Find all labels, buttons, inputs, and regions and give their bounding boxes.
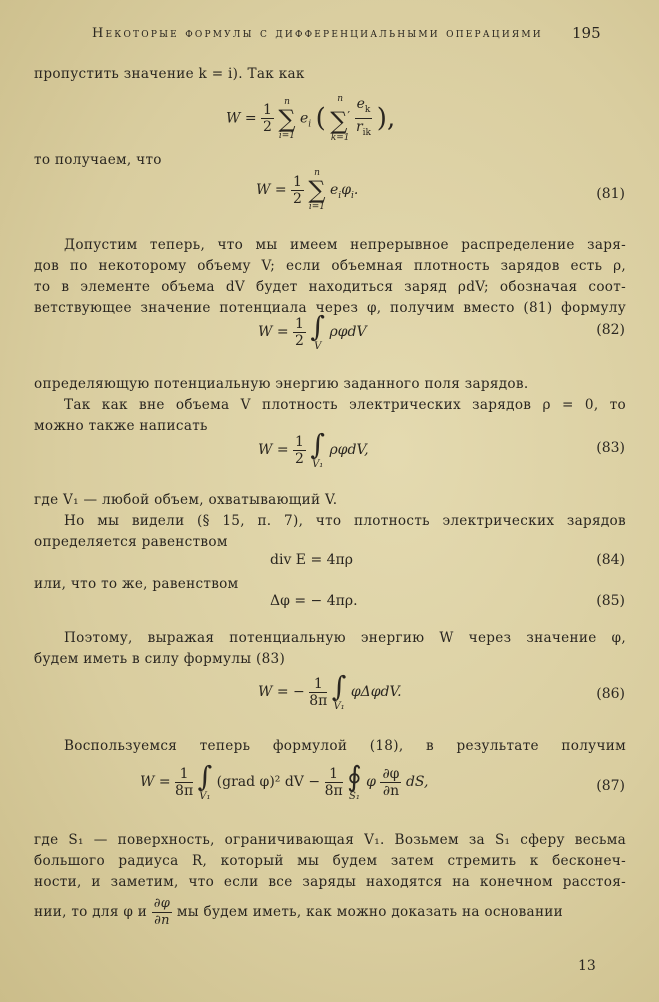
signature-mark: 13	[578, 958, 596, 974]
inline-fraction: $\frac{\partial\varphi}{\partial n}$	[153, 896, 171, 928]
eq-tail: ),	[376, 103, 396, 134]
text-line: то получаем, что	[34, 152, 162, 168]
sum-operator: n ∑ i=1	[278, 96, 296, 141]
sum-operator: n ∑ i=1	[308, 168, 326, 212]
equation-number-86: (86)	[596, 686, 625, 702]
equation-82: W = $\frac{1}{2}$ ∫ V ρφdV	[258, 310, 367, 352]
paragraph-1	[34, 64, 626, 85]
text-line: Так как вне объема V плотность электрических зарядов ρ = 0, то	[64, 397, 626, 413]
text-line: определяющую потенциальную энергию заданного поля зарядов.	[34, 376, 529, 392]
text-line: то в элементе объема dV будет находиться заряд ρdV; обозначая соот-	[34, 279, 626, 295]
equation-85: Δφ = − 4πρ.	[270, 593, 358, 609]
paragraph-9	[34, 830, 626, 893]
equation-number-82: (82)	[596, 322, 625, 338]
text-line: Поэтому, выражая потенциальную энергию W через значение φ,	[64, 630, 626, 646]
text-line: где V₁ — любой объем, охватывающий V.	[34, 492, 338, 508]
sum-operator: n ∑′ k=1	[330, 94, 351, 143]
running-title: Некоторые формулы с дифференциальными операциями	[92, 26, 543, 41]
text-line: большого радиуса R, который мы будем затем стремить к бесконеч-	[34, 853, 626, 869]
text-line: будем иметь в силу формулы (83)	[34, 651, 286, 667]
text-line: можно также написать	[34, 418, 208, 434]
equation-1: W = $\frac{1}{2}$ n ∑ i=1 $e_i$ ( n ∑′ k=1 $\frac{e_k}{r_{ik}}$ ),	[226, 94, 396, 143]
text-line: пропустить значение k = i). Так как	[34, 66, 305, 82]
paragraph-8	[34, 736, 626, 757]
paragraph-5	[34, 490, 626, 553]
eq-lhs: W =	[226, 110, 257, 127]
fraction: $\frac{e_k}{r_{ik}}$	[355, 96, 371, 138]
contour-integral-sign: ∮ S₁	[347, 760, 362, 802]
equation-87: W = $\frac{1}{8\pi}$ ∫ V₁ (grad φ)² dV − $\frac{1}{8\pi}$ ∮ S₁ φ $\frac{\partial\varphi}{\partial n}$ dS,	[140, 760, 429, 802]
equation-86: W = − $\frac{1}{8\pi}$ ∫ V₁ φΔφdV.	[258, 670, 402, 712]
text-line: Воспользуемся теперь формулой (18), в результате получим	[64, 738, 626, 754]
text-line: дов по некоторому объему V; если объемная плотность зарядов есть ρ,	[34, 258, 626, 274]
page-number: 195	[572, 24, 601, 42]
text-line: Допустим теперь, что мы имеем непрерывное распределение заря-	[64, 237, 626, 253]
text-fragment: нии, то для φ и	[34, 904, 148, 920]
equation-number-83: (83)	[596, 440, 625, 456]
integral-sign: ∫ V	[310, 310, 325, 352]
paragraph-4	[34, 374, 626, 437]
equation-84: div E = 4πρ	[270, 552, 353, 568]
equation-83: W = $\frac{1}{2}$ ∫ V₁ ρφdV,	[258, 428, 369, 470]
eq-term: e	[300, 110, 309, 127]
equation-number-87: (87)	[596, 778, 625, 794]
equation-number-85: (85)	[596, 593, 625, 609]
text-line: определяется равенством	[34, 534, 228, 550]
text-line: где S₁ — поверхность, ограничивающая V₁. Возьмем за S₁ сферу весьма	[34, 832, 626, 848]
text-line: ветствующее значение потенциала через φ, получим вместо (81) формулу	[34, 300, 626, 316]
text-line: Но мы видели (§ 15, п. 7), что плотность электрических зарядов	[64, 513, 626, 529]
text-line: ности, и заметим, что если все заряды находятся на конечном расстоя-	[34, 874, 626, 890]
integral-sign: ∫ V₁	[197, 760, 213, 802]
text-line: или, что то же, равенством	[34, 576, 239, 592]
paragraph-6	[34, 574, 626, 595]
paragraph-7	[34, 628, 626, 670]
equation-number-81: (81)	[596, 186, 625, 202]
paragraph-3	[34, 235, 626, 319]
equation-number-84: (84)	[596, 552, 625, 568]
integral-sign: ∫ V₁	[331, 670, 347, 712]
text-fragment: мы будем иметь, как можно доказать на основании	[176, 904, 564, 920]
fraction: $\frac{1}{2}$	[263, 102, 272, 135]
equation-81: W = $\frac{1}{2}$ n ∑ i=1 $e_i\varphi_i$.	[256, 168, 359, 212]
paragraph-10	[34, 896, 563, 929]
integral-sign: ∫ V₁	[310, 428, 325, 470]
